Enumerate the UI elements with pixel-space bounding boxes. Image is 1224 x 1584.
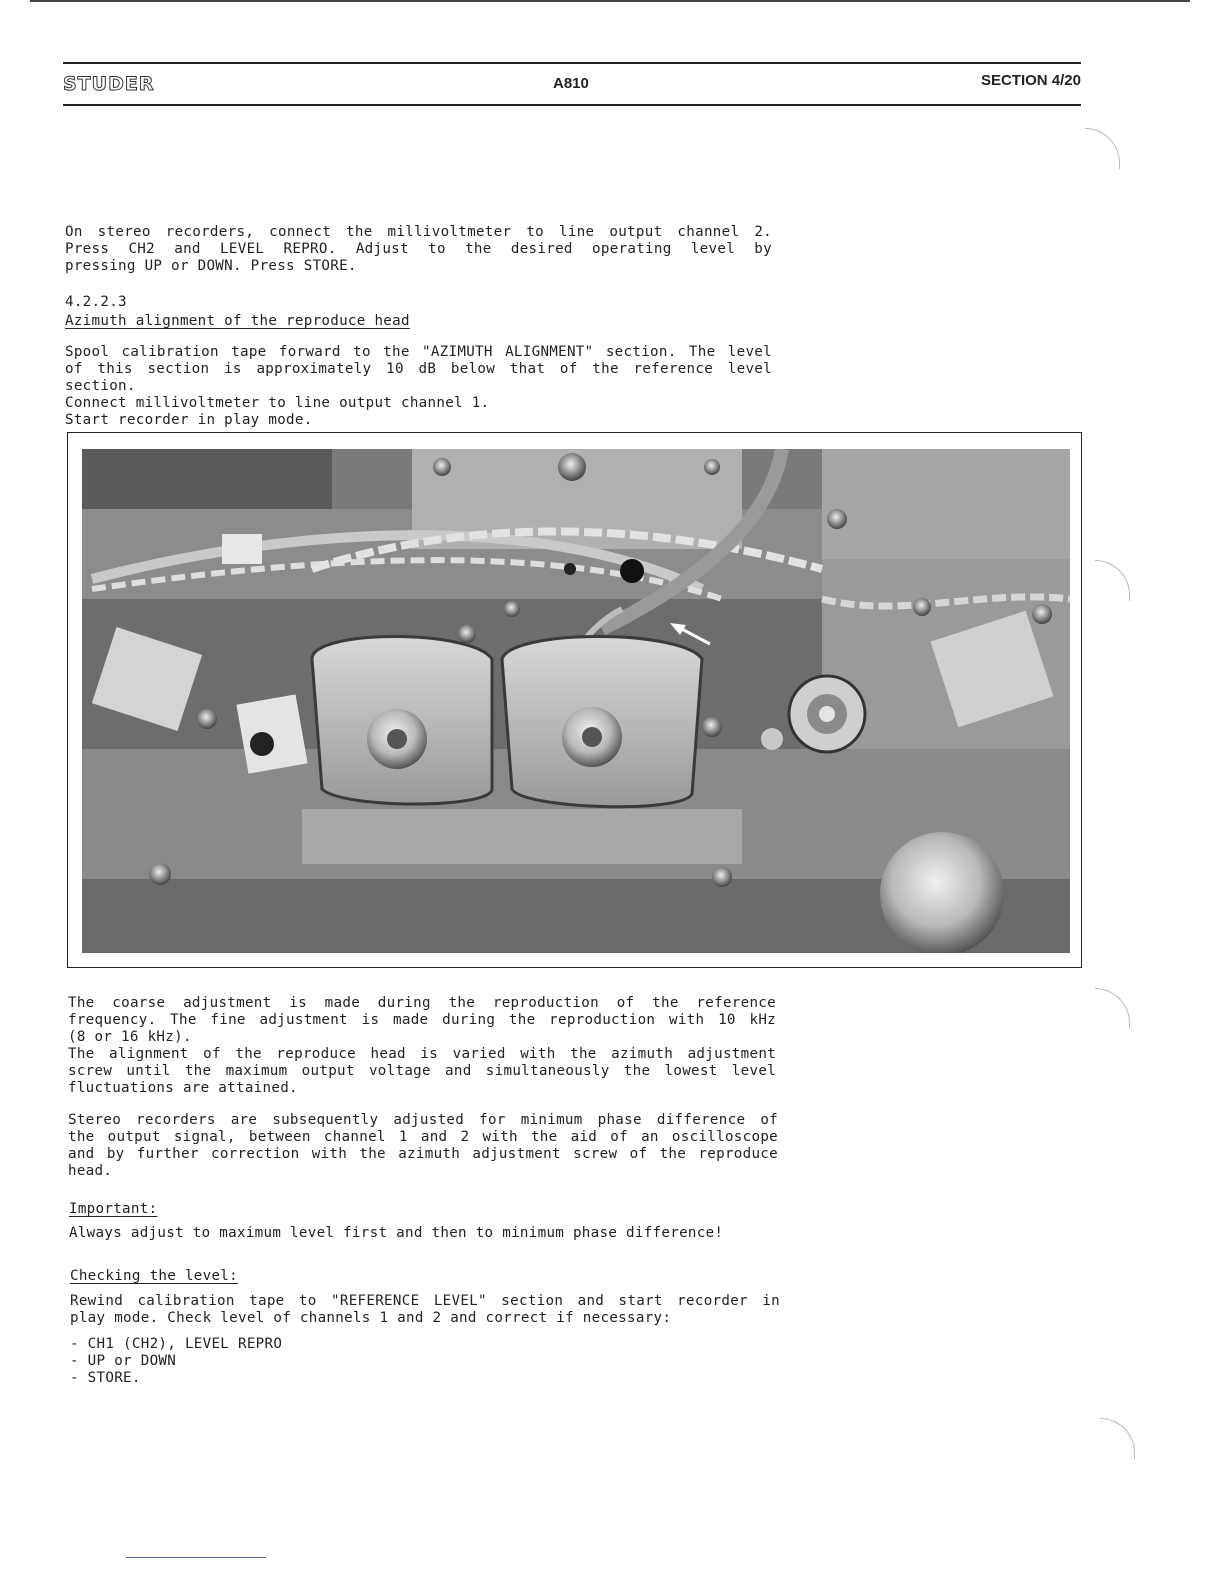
text-line: The alignment of the reproduce head is varied with the azimuth adjustment <box>68 1046 776 1062</box>
text-line: play mode. Check level of channels 1 and 2 and correct if necessary: <box>70 1310 672 1326</box>
text-line: section. <box>65 378 136 394</box>
text-line: frequency. The fine adjustment is made during the reproduction with 10 kHz <box>68 1012 776 1028</box>
footer-rule <box>126 1557 266 1558</box>
stereo-paragraph <box>68 1112 778 1180</box>
model-number: A810 <box>553 75 589 92</box>
text-line: Connect millivoltmeter to line output channel 1. <box>65 395 490 411</box>
text-line: Spool calibration tape forward to the "AZIMUTH ALIGNMENT" section. The level <box>65 344 772 360</box>
page-header <box>63 62 1081 106</box>
punch-hole-mark <box>1100 1418 1135 1459</box>
text-line: pressing UP or DOWN. Press STORE. <box>65 258 357 274</box>
important-heading: Important: <box>69 1201 158 1217</box>
checking-heading: Checking the level: <box>70 1268 238 1284</box>
text-line: The coarse adjustment is made during the reproduction of the reference <box>68 995 776 1011</box>
step-item: - STORE. <box>70 1370 141 1386</box>
text-line: (8 or 16 kHz). <box>68 1029 192 1045</box>
text-line: the output signal, between channel 1 and 2 with the aid of an oscilloscope <box>68 1129 778 1145</box>
reproduce-head-photo <box>82 449 1070 953</box>
text-line: Rewind calibration tape to "REFERENCE LEVEL" section and start recorder in <box>70 1293 780 1309</box>
figure-frame <box>67 432 1082 968</box>
punch-hole-mark <box>1095 560 1130 601</box>
step-item: - CH1 (CH2), LEVEL REPRO <box>70 1336 283 1352</box>
punch-hole-mark <box>1085 128 1120 169</box>
brand-logo: STUDER <box>63 73 155 95</box>
section-number: SECTION 4/20 <box>980 72 1081 89</box>
text-line: Stereo recorders are subsequently adjusted for minimum phase difference of <box>68 1112 778 1128</box>
text-line: Press CH2 and LEVEL REPRO. Adjust to the desired operating level by <box>65 241 772 257</box>
subsection-number: 4.2.2.3 <box>65 294 127 310</box>
checking-section <box>70 1268 780 1387</box>
text-line: Start recorder in play mode. <box>65 412 313 428</box>
important-text: Always adjust to maximum level first and then to minimum phase difference! <box>69 1225 724 1241</box>
text-line: head. <box>68 1163 113 1179</box>
text-line: On stereo recorders, connect the millivoltmeter to line output channel 2. <box>65 224 772 240</box>
important-note <box>69 1201 779 1242</box>
scan-top-edge <box>30 0 1190 2</box>
spool-paragraph <box>65 344 772 429</box>
text-line: and by further correction with the azimuth adjustment screw of the reproduce <box>68 1146 778 1162</box>
subsection-heading <box>65 294 772 330</box>
adjustment-paragraph <box>68 995 776 1097</box>
punch-hole-mark <box>1095 988 1130 1029</box>
text-line: fluctuations are attained. <box>68 1080 298 1096</box>
text-line: of this section is approximately 10 dB below that of the reference level <box>65 361 772 377</box>
intro-paragraph <box>65 224 772 275</box>
subsection-title: Azimuth alignment of the reproduce head <box>65 313 410 329</box>
step-item: - UP or DOWN <box>70 1353 177 1369</box>
text-line: screw until the maximum output voltage and simultaneously the lowest level <box>68 1063 776 1079</box>
